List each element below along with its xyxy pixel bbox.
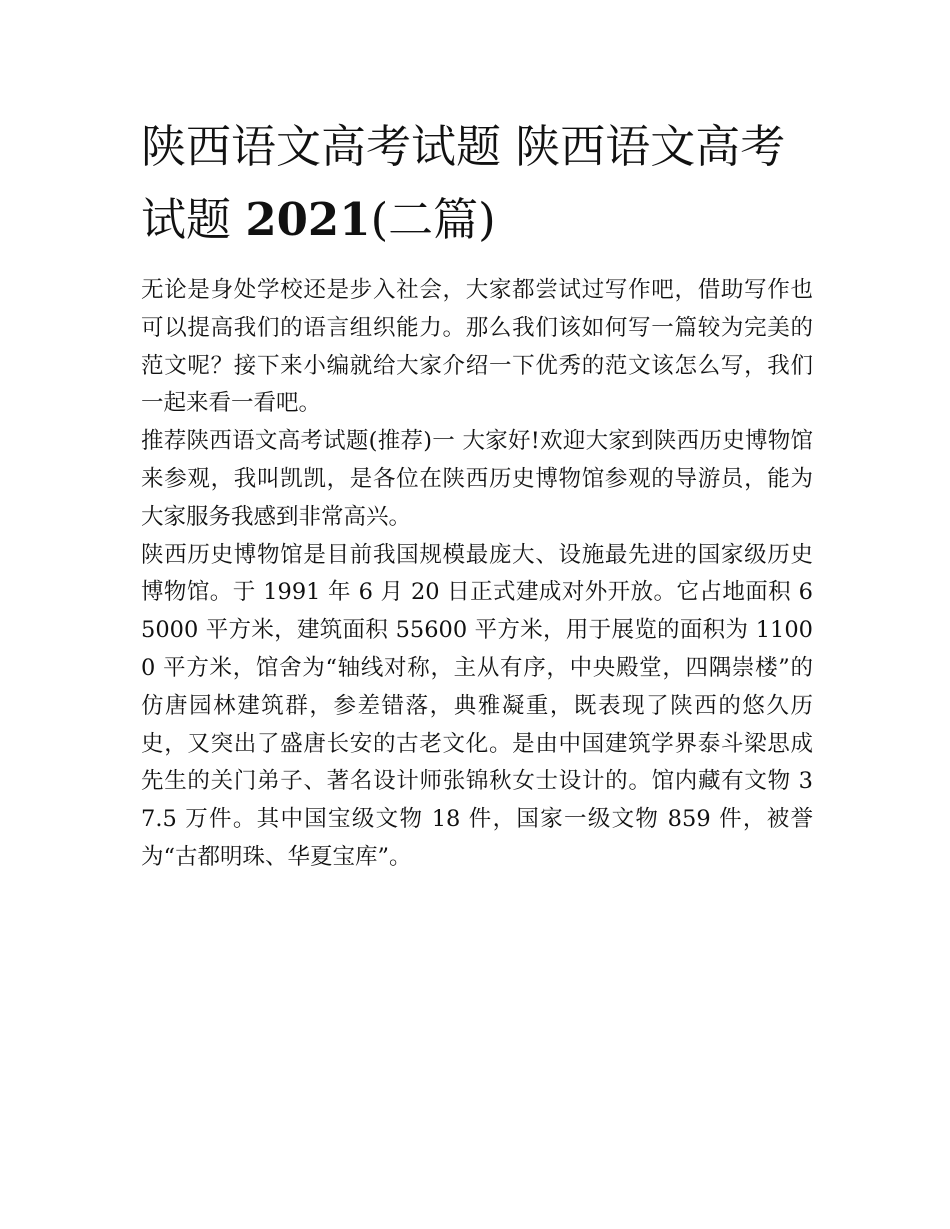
paragraph-greeting: 推荐陕西语文高考试题(推荐)一 大家好!欢迎大家到陕西历史博物馆来参观，我叫凯凯，是各位在陕西历史博物馆参观的导游员，能为大家服务我感到非常高兴。 — [141, 428, 813, 530]
document-page — [141, 110, 813, 877]
paragraph-museum: 陕西历史博物馆是目前我国规模最庞大、设施最先进的国家级历史博物馆。于 1991 年 6 月 20 日正式建成对外开放。它占地面积 65000 平方米，建筑面积 55600 平方米，用于展览的面积为 11000 平方米，馆舍为“轴线对称，主从有序，中央殿堂，四隅崇楼”的仿唐园林建筑群，参差错落，典雅凝重，既表现了陕西的悠久历史，又突出了盛唐长安的古老文化。是由中国建筑学界泰斗梁思成先生的关门弟子、著名设计师张锦秋女士设计的。馆内藏有文物 37.5 万件。其中国宝级文物 18 件，国家一级文物 859 件，被誉为“古都明珠、华夏宝库”。 — [141, 541, 813, 870]
title-year: 2021 — [245, 193, 371, 246]
title-suffix: (二篇) — [370, 193, 496, 246]
title-text: 陕西语文高考试题 陕西语文高考试题 — [141, 120, 786, 246]
paragraph-intro: 无论是身处学校还是步入社会，大家都尝试过写作吧，借助写作也可以提高我们的语言组织能力。那么我们该如何写一篇较为完美的范文呢？接下来小编就给大家介绍一下优秀的范文该怎么写，我们一起来看一看吧。 — [141, 277, 813, 417]
document-title — [141, 110, 813, 256]
